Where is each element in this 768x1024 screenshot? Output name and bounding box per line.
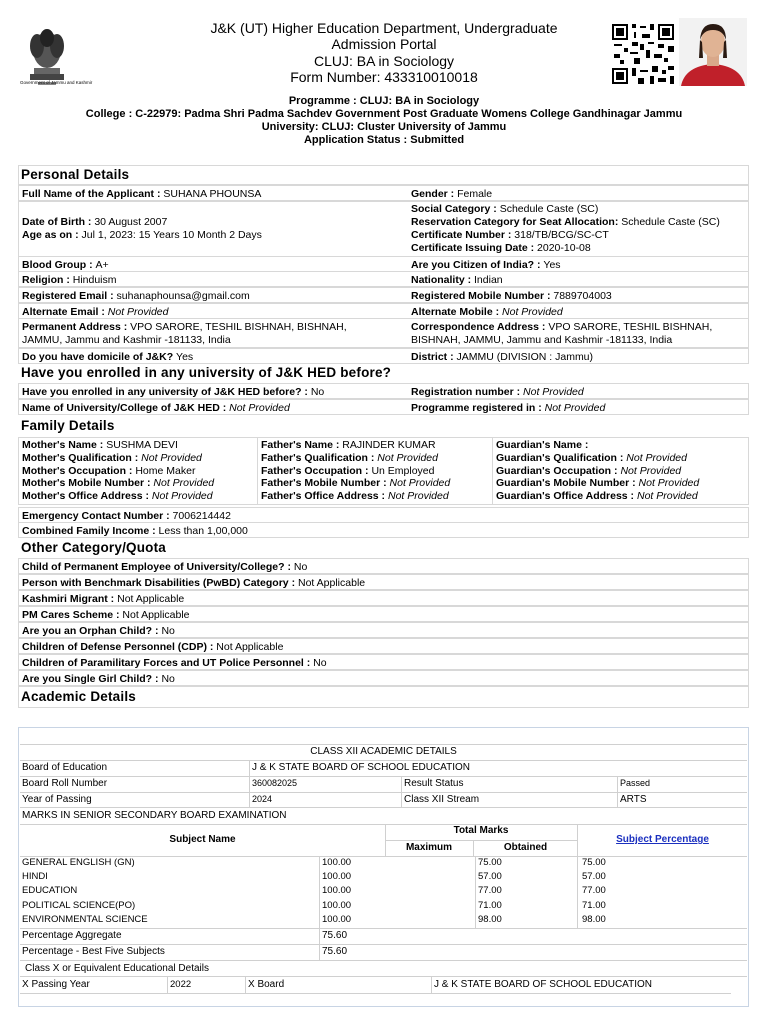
result-value: Passed [620,778,651,788]
category-row: Are you an Orphan Child? : No [18,622,749,638]
section-title-academic: Academic Details [21,689,137,704]
applicant-name: SUHANA PHOUNSA [163,188,262,200]
applicant-photo [679,18,747,86]
x-board-value: J & K STATE BOARD OF SCHOOL EDUCATION [434,979,652,990]
personal-row: Date of Birth : 30 August 2007 Age as on : Jul 1, 2023: 15 Years 10 Month 2 Days Social Category : Schedule Caste (SC) Reservation Category for Seat Allocation: Schedule Caste (SC) Certificate Number : 318/TB/BCG/SC-CT Certificate Issuing Date : 2020-10-08 [18,201,749,257]
xii-title: CLASS XII ACADEMIC DETAILS [310,746,457,757]
personal-row: Alternate Email : Not Provided Alternate Mobile : Not Provided [18,303,749,319]
best5-label: Percentage - Best Five Subjects [22,946,165,957]
board-value: J & K STATE BOARD OF SCHOOL EDUCATION [252,762,470,773]
col-total: Total Marks [453,825,509,836]
category-row: Children of Paramilitary Forces and UT Police Personnel : No [18,654,749,670]
subject-max: 100.00 [322,914,352,925]
subject-obt: 57.00 [478,871,502,882]
category-row: Person with Benchmark Disabilities (PwBD) Category : Not Applicable [18,574,749,590]
subject-max: 100.00 [322,885,352,896]
section-title-enrolled: Have you enrolled in any university of J&K HED before? [21,365,392,380]
gender-value: Female [457,188,493,200]
class-x-title: Class X or Equivalent Educational Details [25,963,209,974]
category-row: PM Cares Scheme : Not Applicable [18,606,749,622]
section-title-family: Family Details [21,418,115,433]
subject-pct: 75.00 [582,857,606,868]
result-label: Result Status [404,778,464,789]
subject-name: GENERAL ENGLISH (GN) [22,857,135,868]
x-year-label: X Passing Year [22,979,90,990]
subject-name: ENVIRONMENTAL SCIENCE [22,914,148,925]
subject-name: POLITICAL SCIENCE(PO) [22,900,136,911]
subject-name: HINDI [22,871,48,882]
category-row: Child of Permanent Employee of University/College? : No [18,558,749,574]
col-obt: Obtained [503,842,548,853]
col-subject: Subject Name [169,834,236,845]
personal-row: Full Name of the Applicant : SUHANA PHOUNSA Gender : Female [18,185,749,201]
roll-label: Board Roll Number [22,778,108,789]
category-row: Children of Defense Personnel (CDP) : Not Applicable [18,638,749,654]
subject-pct: 71.00 [582,900,606,911]
aggregate-label: Percentage Aggregate [22,930,122,941]
year-label: Year of Passing [22,794,92,805]
family-row: Combined Family Income : Less than 1,00,000 [18,522,749,538]
qr-code-icon [610,22,676,86]
category-row: Kashmiri Migrant : Not Applicable [18,590,749,606]
stream-label: Class XII Stream [404,794,480,805]
subject-max: 100.00 [322,900,352,911]
best5-value: 75.60 [322,946,348,957]
subject-percentage-link[interactable]: Subject Percentage [616,834,709,845]
application-meta: Programme : CLUJ: BA in Sociology College : C-22979: Padma Shri Padma Sachdev Government Post Graduate Womens College Gandhinagar Jammu University: CLUJ: Cluster University of Jammu Application Status : Submitted [85,95,683,146]
page-title: J&K (UT) Higher Education Department, Undergraduate Admission Portal CLUJ: BA in Sociology Form Number: 433310010018 [210,20,558,86]
subject-pct: 57.00 [582,871,606,882]
family-row: Emergency Contact Number : 7006214442 [18,507,749,523]
board-label: Board of Education [22,762,108,773]
guardian-details: Guardian's Name : Guardian's Qualification : Not Provided Guardian's Occupation : Not Provided Guardian's Mobile Number : Not Provided Guardian's Office Address : Not Provided [493,438,749,505]
x-board-label: X Board [248,979,285,990]
section-title-personal: Personal Details [21,167,130,182]
subject-pct: 77.00 [582,885,606,896]
x-year-value: 2022 [170,979,192,990]
mother-details: Mother's Name : SUSHMA DEVI Mother's Qualification : Not Provided Mother's Occupation : Home Maker Mother's Mobile Number : Not Provided Mother's Office Address : Not Provided [19,438,258,505]
subject-pct: 98.00 [582,914,606,925]
subject-obt: 71.00 [478,900,502,911]
section-title-category: Other Category/Quota [21,540,167,555]
year-value: 2024 [252,794,273,804]
personal-row: Do you have domicile of J&K? Yes District : JAMMU (DIVISION : Jammu) [18,348,749,364]
emblem-caption: Government of Jammu and Kashmir [20,80,93,85]
aggregate-value: 75.60 [322,930,348,941]
personal-row: Blood Group : A+ Are you Citizen of India? : Yes [18,256,749,272]
subject-obt: 77.00 [478,885,502,896]
enrolled-row: Name of University/College of J&K HED : Not Provided Programme registered in : Not Provided [18,399,749,415]
father-details: Father's Name : RAJINDER KUMAR Father's Qualification : Not Provided Father's Occupation : Un Employed Father's Mobile Number : Not Provided Father's Office Address : Not Provided [258,438,493,505]
stream-value: ARTS [620,794,647,805]
family-table [18,437,749,505]
marks-title: MARKS IN SENIOR SECONDARY BOARD EXAMINATION [22,810,287,821]
enrolled-row: Have you enrolled in any university of J&K HED before? : No Registration number : Not Provided [18,383,749,399]
subject-obt: 98.00 [478,914,502,925]
subject-name: EDUCATION [22,885,78,896]
category-row: Are you Single Girl Child? : No [18,670,749,686]
col-max: Maximum [405,842,453,853]
personal-row: Religion : Hinduism Nationality : Indian [18,271,749,287]
subject-max: 100.00 [322,871,352,882]
subject-obt: 75.00 [478,857,502,868]
roll-value: 360082025 [252,778,298,788]
subject-max: 100.00 [322,857,352,868]
personal-row: Registered Email : suhanaphounsa@gmail.com Registered Mobile Number : 7889704003 [18,287,749,303]
personal-row: Permanent Address : VPO SARORE, TESHIL BISHNAH, BISHNAH, JAMMU, Jammu and Kashmir -181133, India Correspondence Address : VPO SARORE, TESHIL BISHNAH, BISHNAH, JAMMU, Jammu and Kashmir -181133, India [18,318,749,348]
